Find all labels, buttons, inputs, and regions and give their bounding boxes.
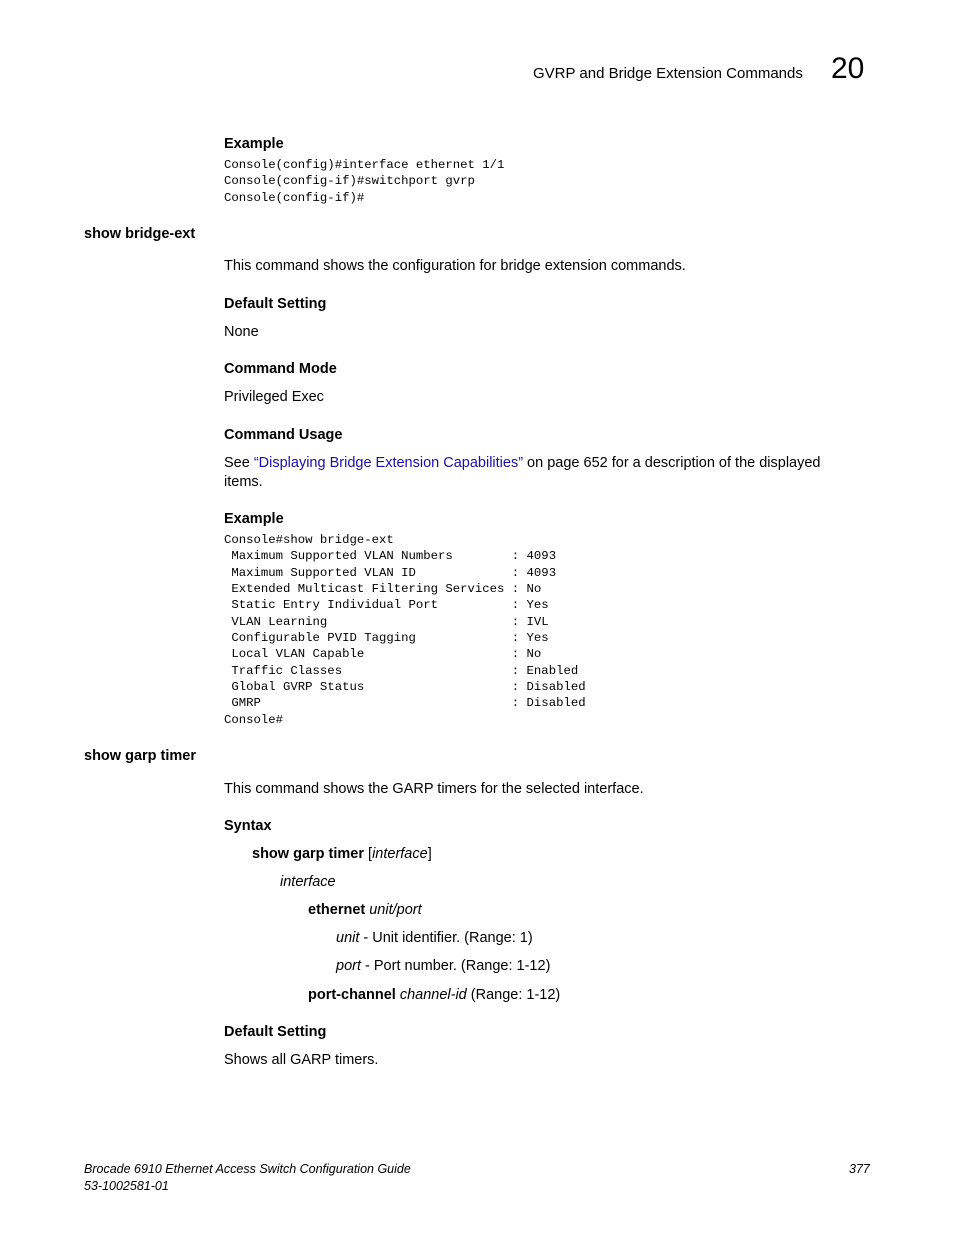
syntax-bracket-open: [ [364,846,373,862]
syntax-command: show garp timer [252,846,364,862]
example-heading: Example [224,136,284,152]
page-number: 377 [849,1162,870,1176]
example-heading: Example [224,511,284,527]
code-example-gvrp: Console(config)#interface ethernet 1/1 Console(config-if)#switchport gvrp Console(config-if)# [224,158,505,205]
code-example-bridge-ext: Console#show bridge-ext Maximum Supported VLAN Numbers : 4093 Maximum Supported VLAN ID : 4093 Extended Multicast Filtering Services : No Static Entry Individual Port : Yes VLAN Learning : IVL Configurable PVID Tagging : Yes Local VLAN Capable : No Traffic Classes : Enabled Global GVRP Status : Disabled GMRP : Disabled Console# [224,533,586,727]
unit-description: - Unit identifier. (Range: 1) [359,930,533,946]
syntax-line [252,846,432,862]
param-ethernet [308,902,422,918]
ethernet-argument: unit/port [365,902,422,918]
default-setting-heading: Default Setting [224,1024,327,1040]
command-usage-text [224,455,821,471]
command-title-bridge-ext: show bridge-ext [84,226,196,242]
default-setting-heading: Default Setting [224,296,327,312]
param-port-channel [308,987,560,1003]
default-setting-value: None [224,324,259,340]
footer-doc-number: 53-1002581-01 [84,1179,169,1193]
default-setting-value: Shows all GARP timers. [224,1052,379,1068]
param-port [336,958,550,974]
port-channel-range: (Range: 1-12) [466,987,561,1003]
footer-guide-title: Brocade 6910 Ethernet Access Switch Configuration Guide [84,1162,411,1176]
command-description: This command shows the GARP timers for the selected interface. [224,781,644,797]
port-description: - Port number. (Range: 1-12) [361,958,551,974]
unit-name: unit [336,930,360,946]
command-mode-heading: Command Mode [224,361,337,377]
port-channel-keyword: port-channel [308,987,396,1003]
command-title-garp-timer: show garp timer [84,748,196,764]
port-name: port [336,958,361,974]
syntax-heading: Syntax [224,818,272,834]
param-interface: interface [280,874,336,890]
usage-suffix: on page 652 for a description of the displayed [523,455,821,471]
command-usage-text-line2: items. [224,474,263,490]
command-usage-heading: Command Usage [224,427,343,443]
param-unit [336,930,533,946]
usage-prefix: See [224,455,254,471]
running-header-title: GVRP and Bridge Extension Commands [533,65,803,82]
syntax-bracket-close: ] [427,846,432,862]
chapter-number: 20 [831,52,865,85]
syntax-param: interface [372,846,428,862]
ethernet-keyword: ethernet [308,902,366,918]
cross-reference-link[interactable]: “Displaying Bridge Extension Capabilities” [253,455,524,471]
port-channel-argument: channel-id [395,987,467,1003]
command-mode-value: Privileged Exec [224,389,324,405]
command-description: This command shows the configuration for bridge extension commands. [224,258,686,274]
